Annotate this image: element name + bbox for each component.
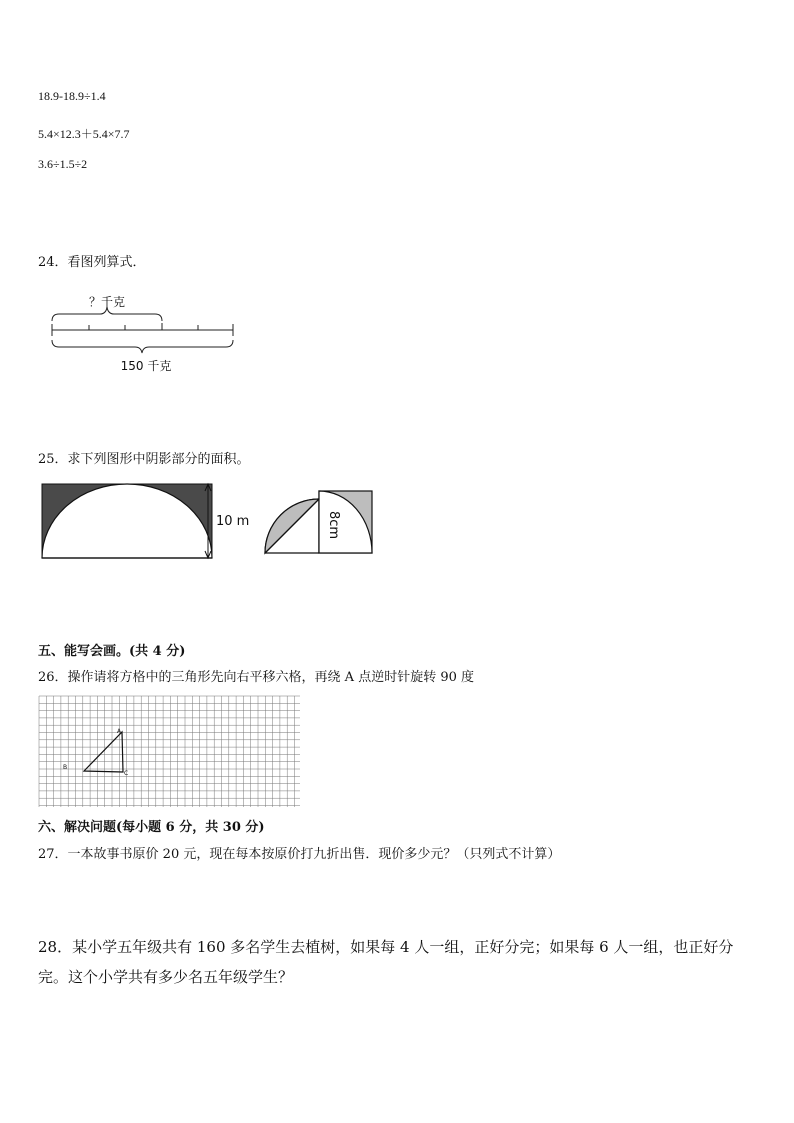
fig2-dimension-label: 8cm: [326, 510, 341, 540]
point-a-label: A: [117, 728, 122, 735]
bottom-brace-label: 150 千克: [120, 359, 172, 373]
square-grid: [38, 695, 302, 809]
section-5-title: 五、能写会画。(共 4 分): [38, 644, 186, 659]
grid-lines: [39, 696, 300, 807]
question-27: 27．一本故事书原价 20 元，现在每本按原价打九折出售．现价多少元？（只列式不计算）: [38, 847, 561, 862]
section-6-title: 六、解决问题(每小题 6 分，共 30 分): [38, 820, 265, 835]
question-25: 25．求下列图形中阴影部分的面积。: [38, 452, 250, 467]
fig1-dimension-label: 10 m: [216, 514, 250, 529]
semicircle-figure: [38, 478, 250, 568]
question-28-line-1: 28．某小学五年级共有 160 多名学生去植树，如果每 4 人一组，正好分完；如果每 6 人一组，也正好分: [38, 938, 734, 956]
calc-line-2: 5.4×12.3＋5.4×7.7: [38, 127, 130, 141]
calc-line-3: 3.6÷1.5÷2: [38, 157, 88, 171]
bar-diagram: [40, 290, 250, 380]
point-c-label: C: [124, 770, 129, 777]
question-24: 24．看图列算式．: [38, 255, 146, 270]
question-28-line-2: 完。这个小学共有多少名五年级学生？: [38, 968, 294, 986]
question-26: 26．操作请将方格中的三角形先向右平移六格，再绕 A 点逆时针旋转 90 度: [38, 670, 475, 685]
quarter-circle-figure: [260, 485, 380, 560]
calc-line-1: 18.9-18.9÷1.4: [38, 89, 106, 103]
top-brace-label: ？千克: [88, 295, 126, 309]
point-b-label: B: [63, 764, 68, 771]
